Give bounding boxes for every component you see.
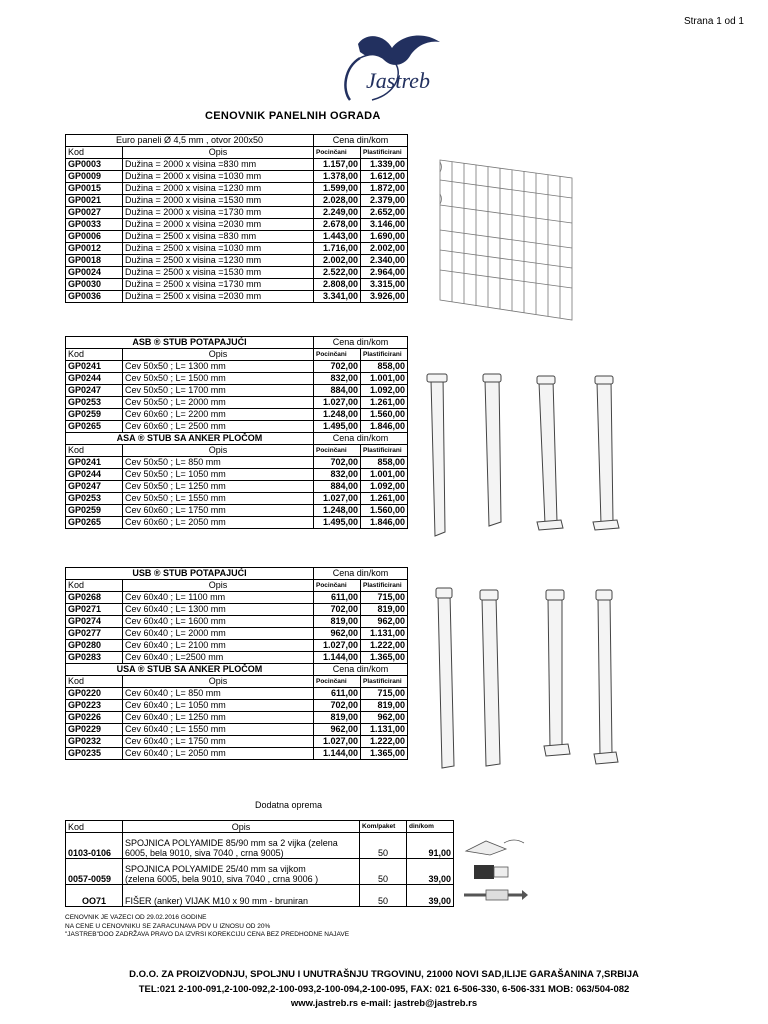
row-code: GP0259 [66,505,123,517]
row-price-plastificirani: 1.846,00 [361,517,408,529]
row-price-plastificirani: 2.002,00 [361,243,408,255]
row-price-plastificirani: 962,00 [361,712,408,724]
row-desc: Cev 60x40 ; L= 1050 mm [123,700,314,712]
col-desc: Opis [123,349,314,361]
col-plastificirani: Plastificirani [361,445,408,457]
eagle-logo-icon [336,30,456,105]
row-price-pocincani: 2.678,00 [314,219,361,231]
addons-title: Dodatna oprema [255,800,323,810]
addon-col-price: din/kom [407,821,454,833]
row-desc: Cev 60x40 ; L= 2000 mm [123,628,314,640]
addons-table [65,820,547,907]
col-pocincani: Pocinčani [314,147,361,159]
row-code: GP0015 [66,183,123,195]
table-row [66,373,408,385]
row-price-plastificirani: 1.872,00 [361,183,408,195]
addon-price: 39,00 [407,859,454,885]
row-desc: Dužina = 2500 x visina =1530 mm [123,267,314,279]
addon-desc [123,833,360,859]
section-title: USB ® STUB POTAPAJUĆI [66,568,314,580]
table-row [66,231,408,243]
row-price-pocincani: 2.808,00 [314,279,361,291]
row-code: GP0232 [66,736,123,748]
row-price-pocincani: 962,00 [314,628,361,640]
price-header: Cena din/kom [314,337,408,349]
table-row [66,736,408,748]
price-header: Cena din/kom [314,568,408,580]
table-row [66,267,408,279]
usb-usa-posts-image [430,586,630,776]
table-row [66,640,408,652]
note-line: "JASTREB"DOO ZADRŽAVA PRAVO DA IZVRSI KOREKCIJU CENA BEZ PREDHODNE NAJAVE [65,931,350,938]
row-code: GP0220 [66,688,123,700]
row-price-plastificirani: 1.001,00 [361,373,408,385]
table-row [66,748,408,760]
table-row [66,183,408,195]
section-title: USA ® STUB SA ANKER PLOČOM [66,664,314,676]
row-desc: Cev 60x40 ; L= 1100 mm [123,592,314,604]
row-code: GP0259 [66,409,123,421]
row-price-plastificirani: 858,00 [361,457,408,469]
row-code: GP0024 [66,267,123,279]
table-row [66,517,408,529]
row-price-pocincani: 884,00 [314,481,361,493]
row-price-plastificirani: 1.222,00 [361,640,408,652]
table-row [66,195,408,207]
row-price-pocincani: 832,00 [314,469,361,481]
row-price-pocincani: 1.144,00 [314,652,361,664]
row-price-plastificirani: 819,00 [361,700,408,712]
row-desc: Dužina = 2000 x visina =1230 mm [123,183,314,195]
col-pocincani: Pocinčani [314,676,361,688]
row-code: GP0274 [66,616,123,628]
table-row [66,219,408,231]
row-desc: Dužina = 2500 x visina =1730 mm [123,279,314,291]
row-price-plastificirani: 2.379,00 [361,195,408,207]
row-code: GP0009 [66,171,123,183]
row-desc: Cev 60x40 ; L= 1250 mm [123,712,314,724]
row-price-plastificirani: 1.560,00 [361,409,408,421]
row-price-pocincani: 819,00 [314,616,361,628]
fence-panel-image [432,150,582,328]
row-desc: Cev 50x50 ; L= 1250 mm [123,481,314,493]
euro-panels-table [65,134,408,303]
row-desc: Cev 60x60 ; L= 2200 mm [123,409,314,421]
addon-pack: 50 [360,885,407,907]
row-price-pocincani: 884,00 [314,385,361,397]
row-price-plastificirani: 1.560,00 [361,505,408,517]
row-price-pocincani: 1.248,00 [314,409,361,421]
row-price-plastificirani: 1.092,00 [361,385,408,397]
row-desc: Cev 60x40 ; L= 2050 mm [123,748,314,760]
row-code: GP0247 [66,385,123,397]
note-line: CENOVNIK JE VAZECI OD 29.02.2016 GODINE [65,914,207,921]
row-desc: Dužina = 2000 x visina =1030 mm [123,171,314,183]
col-pocincani: Pocinčani [314,580,361,592]
footer-web[interactable]: www.jastreb.rs e-mail: jastreb@jastreb.rs [290,998,478,1009]
row-code: GP0244 [66,373,123,385]
table-row [66,700,408,712]
addon-code: OO71 [66,885,123,907]
row-desc: Dužina = 2000 x visina =2030 mm [123,219,314,231]
section-title: Euro paneli Ø 4,5 mm , otvor 200x50 [66,135,314,147]
row-desc: Cev 60x60 ; L= 1750 mm [123,505,314,517]
row-price-pocincani: 702,00 [314,361,361,373]
row-price-pocincani: 1.144,00 [314,748,361,760]
row-desc: Cev 60x40 ; L= 1300 mm [123,604,314,616]
row-price-plastificirani: 3.315,00 [361,279,408,291]
row-price-plastificirani: 1.365,00 [361,748,408,760]
price-header: Cena din/kom [314,433,408,445]
row-price-pocincani: 1.495,00 [314,517,361,529]
note-line: NA CENE U CENOVNIKU SE ZARACUNAVA PDV U IZNOSU OD 20% [65,922,271,930]
section-title: ASA ® STUB SA ANKER PLOČOM [66,433,314,445]
row-desc: Cev 50x50 ; L= 1700 mm [123,385,314,397]
row-code: GP0018 [66,255,123,267]
row-price-plastificirani: 1.261,00 [361,397,408,409]
table-row [66,724,408,736]
row-desc: Dužina = 2500 x visina =2030 mm [123,291,314,303]
row-desc: Cev 50x50 ; L= 2000 mm [123,397,314,409]
row-desc: Cev 50x50 ; L= 850 mm [123,457,314,469]
addon-pack: 50 [360,859,407,885]
row-code: GP0223 [66,700,123,712]
addon-desc: FIŠER (anker) VIJAK M10 x 90 mm - bruniran [123,885,360,907]
table-row [66,159,408,171]
row-price-plastificirani: 1.690,00 [361,231,408,243]
notes [65,914,349,940]
row-price-plastificirani: 1.261,00 [361,493,408,505]
addon-desc [123,859,360,885]
table-row [66,616,408,628]
row-code: GP0247 [66,481,123,493]
row-desc: Dužina = 2000 x visina =830 mm [123,159,314,171]
row-price-pocincani: 819,00 [314,712,361,724]
col-plastificirani: Plastificirani [361,147,408,159]
clamp-85-90-icon [456,835,536,857]
addon-desc-line: SPOJNICA POLYAMIDE 85/90 mm sa 2 vijka (zelena [125,838,338,848]
table-row [66,481,408,493]
row-code: GP0027 [66,207,123,219]
row-code: GP0226 [66,712,123,724]
row-price-pocincani: 611,00 [314,688,361,700]
addon-desc-line: (zelena 6005, bela 9010, siva 7040 , crna 9006 ) [125,874,319,884]
row-price-plastificirani: 819,00 [361,604,408,616]
row-desc: Dužina = 2000 x visina =1730 mm [123,207,314,219]
row-desc: Cev 60x40 ; L= 850 mm [123,688,314,700]
table-row [66,279,408,291]
row-code: GP0253 [66,397,123,409]
row-price-pocincani: 702,00 [314,457,361,469]
row-price-pocincani: 2.002,00 [314,255,361,267]
row-price-pocincani: 1.378,00 [314,171,361,183]
table-row [66,243,408,255]
row-price-pocincani: 1.248,00 [314,505,361,517]
row-price-pocincani: 2.522,00 [314,267,361,279]
row-code: GP0030 [66,279,123,291]
row-price-pocincani: 702,00 [314,604,361,616]
table-row [66,171,408,183]
row-code: GP0033 [66,219,123,231]
col-desc: Opis [123,147,314,159]
table-row [66,207,408,219]
col-pocincani: Pocinčani [314,445,361,457]
footer-phone: TEL:021 2-100-091,2-100-092,2-100-093,2-100-094,2-100-095, FAX: 021 6-506-330, 6-506-331 MOB: 063/504-082 [138,983,630,995]
row-price-plastificirani: 715,00 [361,592,408,604]
section-title: ASB ® STUB POTAPAJUĆI [66,337,314,349]
table-row [66,397,408,409]
page-title: CENOVNIK PANELNIH OGRADA [205,110,381,122]
row-price-pocincani: 1.599,00 [314,183,361,195]
row-price-plastificirani: 1.001,00 [361,469,408,481]
row-code: GP0012 [66,243,123,255]
row-desc: Cev 50x50 ; L= 1550 mm [123,493,314,505]
row-desc: Dužina = 2000 x visina =1530 mm [123,195,314,207]
addon-price: 91,00 [407,833,454,859]
usb-usa-table [65,567,408,760]
addon-col-code: Kod [66,821,123,833]
row-price-plastificirani: 715,00 [361,688,408,700]
row-desc: Cev 50x50 ; L= 1500 mm [123,373,314,385]
addon-desc-line: SPOJNICA POLYAMIDE 25/40 mm sa vijkom [125,864,306,874]
table-row [66,604,408,616]
col-plastificirani: Plastificirani [361,676,408,688]
table-row [66,457,408,469]
page-number: Strana 1 od 1 [683,16,744,27]
row-code: GP0229 [66,724,123,736]
row-code: GP0244 [66,469,123,481]
col-code: Kod [66,445,123,457]
row-code: GP0036 [66,291,123,303]
row-price-pocincani: 1.027,00 [314,640,361,652]
row-price-pocincani: 1.157,00 [314,159,361,171]
row-code: GP0265 [66,421,123,433]
row-price-plastificirani: 1.365,00 [361,652,408,664]
table-row [66,712,408,724]
addon-code: 0057-0059 [66,859,123,885]
row-price-plastificirani: 1.131,00 [361,628,408,640]
row-code: GP0006 [66,231,123,243]
row-desc: Cev 60x40 ; L=2500 mm [123,652,314,664]
col-code: Kod [66,580,123,592]
row-price-plastificirani: 2.340,00 [361,255,408,267]
table-row [66,469,408,481]
row-price-pocincani: 611,00 [314,592,361,604]
addon-desc-line: 6005, bela 9010, siva 7040 , crna 9005) [125,848,284,858]
row-code: GP0003 [66,159,123,171]
col-code: Kod [66,676,123,688]
row-price-plastificirani: 1.222,00 [361,736,408,748]
price-header: Cena din/kom [314,664,408,676]
asb-asa-table [65,336,408,529]
row-price-plastificirani: 3.926,00 [361,291,408,303]
row-code: GP0021 [66,195,123,207]
row-price-plastificirani: 2.652,00 [361,207,408,219]
addon-col-desc: Opis [123,821,360,833]
row-desc: Dužina = 2500 x visina =1230 mm [123,255,314,267]
row-price-pocincani: 2.028,00 [314,195,361,207]
footer-address: D.O.O. ZA PROIZVODNJU, SPOLJNU I UNUTRAŠNJU TRGOVINU, 21000 NOVI SAD,ILIJE GARAŠANINA 7,SRBIJA [129,969,639,980]
row-desc: Cev 60x60 ; L= 2500 mm [123,421,314,433]
table-row [66,505,408,517]
row-desc: Cev 60x60 ; L= 2050 mm [123,517,314,529]
row-price-pocincani: 962,00 [314,724,361,736]
anchor-bolt-icon [456,885,536,905]
table-row [66,493,408,505]
col-code: Kod [66,349,123,361]
row-code: GP0253 [66,493,123,505]
price-header: Cena din/kom [314,135,408,147]
row-price-plastificirani: 1.339,00 [361,159,408,171]
row-desc: Dužina = 2500 x visina =830 mm [123,231,314,243]
table-row [66,361,408,373]
col-plastificirani: Plastificirani [361,349,408,361]
row-price-plastificirani: 858,00 [361,361,408,373]
row-price-plastificirani: 1.092,00 [361,481,408,493]
row-price-pocincani: 1.495,00 [314,421,361,433]
row-price-pocincani: 2.249,00 [314,207,361,219]
row-code: GP0265 [66,517,123,529]
row-price-pocincani: 1.027,00 [314,736,361,748]
logo-wordmark: Jastreb [366,68,430,93]
row-price-plastificirani: 2.964,00 [361,267,408,279]
table-row [66,409,408,421]
row-code: GP0235 [66,748,123,760]
row-price-pocincani: 1.716,00 [314,243,361,255]
row-price-pocincani: 1.027,00 [314,397,361,409]
table-row [66,421,408,433]
addon-pack: 50 [360,833,407,859]
row-code: GP0283 [66,652,123,664]
row-price-pocincani: 1.443,00 [314,231,361,243]
footer [0,968,768,1012]
row-code: GP0241 [66,457,123,469]
addon-price: 39,00 [407,885,454,907]
row-price-plastificirani: 1.846,00 [361,421,408,433]
col-desc: Opis [123,445,314,457]
table-row [66,592,408,604]
row-price-plastificirani: 1.612,00 [361,171,408,183]
addon-code: 0103-0106 [66,833,123,859]
row-desc: Dužina = 2500 x visina =1030 mm [123,243,314,255]
row-code: GP0241 [66,361,123,373]
row-price-plastificirani: 1.131,00 [361,724,408,736]
table-row [66,255,408,267]
col-desc: Opis [123,676,314,688]
col-code: Kod [66,147,123,159]
col-desc: Opis [123,580,314,592]
row-desc: Cev 60x40 ; L= 2100 mm [123,640,314,652]
asb-asa-posts-image [425,372,625,552]
row-price-pocincani: 832,00 [314,373,361,385]
row-code: GP0268 [66,592,123,604]
row-price-plastificirani: 3.146,00 [361,219,408,231]
table-row [66,385,408,397]
table-row [66,628,408,640]
row-price-pocincani: 3.341,00 [314,291,361,303]
row-price-pocincani: 702,00 [314,700,361,712]
row-price-plastificirani: 962,00 [361,616,408,628]
col-pocincani: Pocinčani [314,349,361,361]
table-row [66,688,408,700]
jastreb-logo [336,30,456,105]
row-desc: Cev 60x40 ; L= 1750 mm [123,736,314,748]
col-plastificirani: Plastificirani [361,580,408,592]
row-code: GP0271 [66,604,123,616]
table-row [66,652,408,664]
clamp-25-40-icon [456,861,536,883]
row-desc: Cev 60x40 ; L= 1550 mm [123,724,314,736]
row-code: GP0277 [66,628,123,640]
row-desc: Cev 50x50 ; L= 1300 mm [123,361,314,373]
row-desc: Cev 60x40 ; L= 1600 mm [123,616,314,628]
addon-col-pack: Kom/paket [360,821,407,833]
table-row [66,291,408,303]
row-code: GP0280 [66,640,123,652]
row-desc: Cev 50x50 ; L= 1050 mm [123,469,314,481]
row-price-pocincani: 1.027,00 [314,493,361,505]
